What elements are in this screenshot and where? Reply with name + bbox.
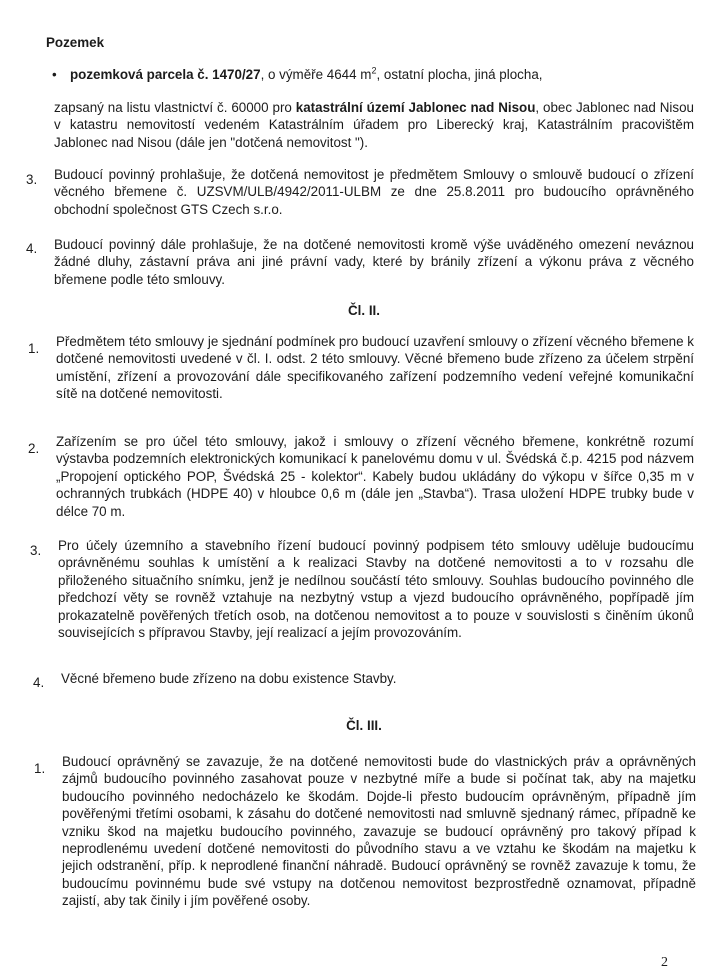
parcel-text: , o výměře 4644 m xyxy=(260,67,372,82)
paragraph-text: Budoucí povinný prohlašuje, že dotčená nemovitost je předmětem Smlouvy o smlouvě budoucí o zřízení věcného břemene č. UZSVM/ULB/4942/2011-ULBM ze dne 25.8.2011 pro budoucího oprávněného obchodní společnost GTS Czech s.r.o. xyxy=(54,167,694,217)
paragraph-number: 1. xyxy=(28,341,40,356)
registration-bold: katastrální území Jablonec nad Nisou xyxy=(295,100,536,115)
paragraph-text: Budoucí povinný dále prohlašuje, že na dotčené nemovitosti kromě výše uváděného omezení neváznou žádné dluhy, zástavní práva ani jiné právní vady, které by bránily zřízení a výkonu práva z věcného břemene podle této smlouvy. xyxy=(54,237,694,287)
paragraph-number: 3. xyxy=(26,172,38,187)
paragraph-text: Věcné břemeno bude zřízeno na dobu existence Stavby. xyxy=(61,671,397,686)
paragraph-number: 1. xyxy=(34,761,46,776)
paragraph-text: Pro účely územního a stavebního řízení budoucí povinný podpisem této smlouvy uděluje budoucímu oprávněnému souhlas k umístění a k realizaci Stavby na dotčené nemovitosti a to v rozsahu dle přiloženého situačního snímku, jenž je nedílnou součástí této smlouvy. Souhlas budoucího povinného dle předchozí věty se rovněž vztahuje na nezbytný vstup a vjezd budoucího oprávněného, popřípadě jím prokazatelně pověřených třetích osob, na dotčenou nemovitost a to pouze v souvislosti s činěním úkonů souvisejících s přípravou Stavby, její realizací a jejím provozováním. xyxy=(58,538,694,641)
parcel-line xyxy=(70,66,543,83)
paragraph-text: Předmětem této smlouvy je sjednání podmínek pro budoucí uzavření smlouvy o zřízení věcného břemene k dotčené nemovitosti uvedené v čl. I. odst. 2 této smlouvy. Věcné břemeno bude zřízeno za účelem strpění umístění, zřízení a provozování dále specifikovaného zařízení podzemního vedení veřejné komunikační sítě na dotčené nemovitosti. xyxy=(56,334,694,402)
page-number: 2 xyxy=(661,955,668,970)
parcel-text-end: , ostatní plocha, jiná plocha, xyxy=(376,67,543,82)
registration-text-end: , obec Jablonec nad Nisou v katastru nemovitostí vedeném Katastrálním úřadem pro Liberecký kraj, Katastrálním pracovištěm Jablonec nad Nisou (dále jen "dotčená nemovitost "). xyxy=(54,100,694,150)
paragraph-number: 4. xyxy=(26,241,38,256)
bullet: • xyxy=(52,67,57,82)
paragraph-number: 2. xyxy=(28,441,40,456)
parcel-bold: pozemková parcela č. 1470/27 xyxy=(70,67,261,82)
article-heading: Čl. II. xyxy=(348,303,380,318)
paragraph-text: Zařízením se pro účel této smlouvy, jakož i smlouvy o zřízení věcného břemene, konkrétně rozumí výstavba podzemních elektronických komunikací k panelovému domu v ul. Švédská č.p. 4215 pod názvem „Propojení optického POP, Švédská 25 - kolektor“. Kabely budou ukládány do výkopu v šířce 0,35 m v ochranných trubkách (HDPE 40) v hloubce 0,6 m (dále jen „Stavba“). Trasa uložení HDPE trubky bude v délce 70 m. xyxy=(56,434,694,519)
parcel-sup: 2 xyxy=(371,65,377,76)
section-heading: Pozemek xyxy=(46,35,105,50)
paragraph-text: Budoucí oprávněný se zavazuje, že na dotčené nemovitosti bude do vlastnických práv a oprávněných zájmů budoucího povinného zasahovat pouze v nezbytné míře a bude si počínat tak, aby na majetku budoucího povinného nedocházelo ke škodám. Dojde-li přesto budoucím oprávněným, případně jím pověřenými třetími osobami, k zásahu do dotčené nemovitosti nad smluvně sjednaný rámec, případně ke vzniku škod na majetku budoucího povinného, zavazuje se budoucí oprávněný pro takový případ k neprodlenému uvedení dotčené nemovitosti do původního stavu a ve vztahu ke škodám na majetku k jejich odstranění, příp. k neprodlené finanční náhradě. Budoucí oprávněný se rovněž zavazuje k tomu, že budoucímu povinnému bude své vstupy na dotčenou nemovitost bezprostředně oznamovat, případně zajistí, aby tak činily i jím pověřené osoby. xyxy=(62,754,696,909)
paragraph-number: 3. xyxy=(30,543,42,558)
paragraph-number: 4. xyxy=(33,675,45,690)
article-heading: Čl. III. xyxy=(346,718,382,733)
registration-paragraph xyxy=(54,99,694,151)
registration-text: zapsaný na listu vlastnictví č. 60000 pro xyxy=(54,100,296,115)
